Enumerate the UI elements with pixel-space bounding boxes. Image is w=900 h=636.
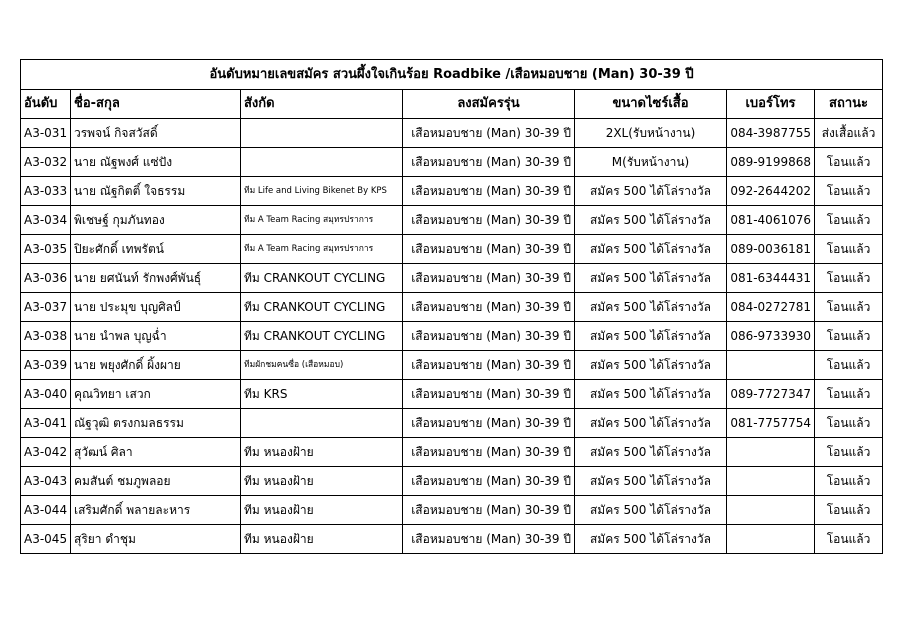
cell-rank: A3-036 (21, 264, 71, 293)
cell-category: เสือหมอบชาย (Man) 30-39 ปี (403, 148, 575, 177)
cell-category: เสือหมอบชาย (Man) 30-39 ปี (403, 235, 575, 264)
cell-name: นาย นำพล บุญฉ่ำ (71, 322, 241, 351)
cell-team (241, 409, 403, 438)
cell-team: ทีม KRS (241, 380, 403, 409)
cell-category: เสือหมอบชาย (Man) 30-39 ปี (403, 177, 575, 206)
cell-name: ณัฐวุฒิ ตรงกมลธรรม (71, 409, 241, 438)
table-row (21, 119, 883, 148)
cell-name: เสริมศักดิ์ พลายละหาร (71, 496, 241, 525)
table-row (21, 380, 883, 409)
cell-phone: 081-6344431 (727, 264, 815, 293)
cell-phone: 084-0272781 (727, 293, 815, 322)
cell-team: ทีม CRANKOUT CYCLING (241, 322, 403, 351)
cell-rank: A3-045 (21, 525, 71, 554)
cell-name: นาย ยศนันท์ รักพงศ์พันธุ์ (71, 264, 241, 293)
cell-rank: A3-034 (21, 206, 71, 235)
cell-name: พิเชษฐ์ กุมภันทอง (71, 206, 241, 235)
cell-rank: A3-042 (21, 438, 71, 467)
cell-rank: A3-038 (21, 322, 71, 351)
cell-team: ทีม A Team Racing สมุทรปราการ (241, 206, 403, 235)
cell-shirt-size: สมัคร 500 ได้โล่รางวัล (575, 496, 727, 525)
table-row (21, 177, 883, 206)
cell-team: ทีม CRANKOUT CYCLING (241, 264, 403, 293)
table-row (21, 351, 883, 380)
cell-phone: 089-7727347 (727, 380, 815, 409)
cell-phone (727, 438, 815, 467)
header-row (21, 90, 883, 119)
cell-shirt-size: สมัคร 500 ได้โล่รางวัล (575, 177, 727, 206)
cell-phone: 081-4061076 (727, 206, 815, 235)
cell-rank: A3-035 (21, 235, 71, 264)
cell-status: โอนแล้ว (815, 206, 883, 235)
table-row (21, 467, 883, 496)
cell-category: เสือหมอบชาย (Man) 30-39 ปี (403, 293, 575, 322)
cell-status: โอนแล้ว (815, 467, 883, 496)
cell-category: เสือหมอบชาย (Man) 30-39 ปี (403, 525, 575, 554)
cell-shirt-size: สมัคร 500 ได้โล่รางวัล (575, 409, 727, 438)
cell-rank: A3-032 (21, 148, 71, 177)
cell-category: เสือหมอบชาย (Man) 30-39 ปี (403, 206, 575, 235)
table-row (21, 496, 883, 525)
header-shirt-size: ขนาดไซร์เสื้อ (575, 90, 727, 119)
cell-name: คุณวิทยา เสวก (71, 380, 241, 409)
cell-status: โอนแล้ว (815, 322, 883, 351)
cell-phone (727, 525, 815, 554)
cell-rank: A3-043 (21, 467, 71, 496)
cell-status: โอนแล้ว (815, 496, 883, 525)
cell-rank: A3-044 (21, 496, 71, 525)
cell-category: เสือหมอบชาย (Man) 30-39 ปี (403, 438, 575, 467)
cell-rank: A3-041 (21, 409, 71, 438)
header-status: สถานะ (815, 90, 883, 119)
cell-team: ทีม Life and Living Bikenet By KPS (241, 177, 403, 206)
header-rank: อันดับ (21, 90, 71, 119)
cell-status: โอนแล้ว (815, 235, 883, 264)
cell-status: โอนแล้ว (815, 409, 883, 438)
cell-shirt-size: สมัคร 500 ได้โล่รางวัล (575, 351, 727, 380)
sheet-title: อันดับหมายเลขสมัคร สวนผึ้งใจเกินร้อย Roadbike /เสือหมอบชาย (Man) 30-39 ปี (21, 60, 883, 90)
cell-team: ทีม หนองฝ้าย (241, 438, 403, 467)
table-row (21, 293, 883, 322)
cell-category: เสือหมอบชาย (Man) 30-39 ปี (403, 264, 575, 293)
cell-phone (727, 467, 815, 496)
table-row (21, 235, 883, 264)
table-row (21, 409, 883, 438)
cell-status: โอนแล้ว (815, 293, 883, 322)
cell-name: สุริยา ดำชุม (71, 525, 241, 554)
cell-shirt-size: M(รับหน้างาน) (575, 148, 727, 177)
cell-team: ทีม หนองฝ้าย (241, 496, 403, 525)
cell-phone (727, 351, 815, 380)
cell-status: โอนแล้ว (815, 148, 883, 177)
header-phone: เบอร์โทร (727, 90, 815, 119)
table-row (21, 206, 883, 235)
table-row (21, 438, 883, 467)
cell-category: เสือหมอบชาย (Man) 30-39 ปี (403, 467, 575, 496)
cell-name: นาย ณัฐกิตติ์ ใจธรรม (71, 177, 241, 206)
cell-phone: 089-9199868 (727, 148, 815, 177)
header-category: ลงสมัครรุ่น (403, 90, 575, 119)
cell-name: ปิยะศักดิ์ เทพรัตน์ (71, 235, 241, 264)
cell-shirt-size: สมัคร 500 ได้โล่รางวัล (575, 438, 727, 467)
cell-rank: A3-033 (21, 177, 71, 206)
cell-phone: 081-7757754 (727, 409, 815, 438)
cell-shirt-size: สมัคร 500 ได้โล่รางวัล (575, 206, 727, 235)
cell-team (241, 119, 403, 148)
cell-name: สุวัฒน์ ศิลา (71, 438, 241, 467)
cell-category: เสือหมอบชาย (Man) 30-39 ปี (403, 380, 575, 409)
cell-shirt-size: สมัคร 500 ได้โล่รางวัล (575, 322, 727, 351)
cell-rank: A3-040 (21, 380, 71, 409)
cell-rank: A3-039 (21, 351, 71, 380)
cell-shirt-size: สมัคร 500 ได้โล่รางวัล (575, 235, 727, 264)
cell-status: โอนแล้ว (815, 438, 883, 467)
cell-shirt-size: สมัคร 500 ได้โล่รางวัล (575, 264, 727, 293)
table-row (21, 148, 883, 177)
table-row (21, 264, 883, 293)
cell-phone: 092-2644202 (727, 177, 815, 206)
cell-category: เสือหมอบชาย (Man) 30-39 ปี (403, 119, 575, 148)
cell-team: ทีม หนองฝ้าย (241, 467, 403, 496)
cell-shirt-size: สมัคร 500 ได้โล่รางวัล (575, 293, 727, 322)
cell-name: นาย ณัฐพงศ์ แซ่ปัง (71, 148, 241, 177)
cell-team: ทีม A Team Racing สมุทรปราการ (241, 235, 403, 264)
cell-team: ทีม หนองฝ้าย (241, 525, 403, 554)
cell-name: นาย พยุงศักดิ์ ผิ้งผาย (71, 351, 241, 380)
cell-status: ส่งเสื้อแล้ว (815, 119, 883, 148)
cell-team: ทีม CRANKOUT CYCLING (241, 293, 403, 322)
header-team: สังกัด (241, 90, 403, 119)
cell-phone: 086-9733930 (727, 322, 815, 351)
cell-category: เสือหมอบชาย (Man) 30-39 ปี (403, 409, 575, 438)
cell-shirt-size: สมัคร 500 ได้โล่รางวัล (575, 525, 727, 554)
cell-phone: 084-3987755 (727, 119, 815, 148)
cell-shirt-size: สมัคร 500 ได้โล่รางวัล (575, 467, 727, 496)
cell-phone (727, 496, 815, 525)
cell-team (241, 148, 403, 177)
cell-shirt-size: สมัคร 500 ได้โล่รางวัล (575, 380, 727, 409)
cell-name: วรพจน์ กิจสวัสดิ์ (71, 119, 241, 148)
cell-team: ทีมผักชมฅนซื่อ (เสือหมอบ) (241, 351, 403, 380)
cell-name: คมสันต์ ชมภูพลอย (71, 467, 241, 496)
cell-status: โอนแล้ว (815, 380, 883, 409)
cell-rank: A3-037 (21, 293, 71, 322)
table-row (21, 525, 883, 554)
table-row (21, 322, 883, 351)
cell-status: โอนแล้ว (815, 351, 883, 380)
cell-category: เสือหมอบชาย (Man) 30-39 ปี (403, 351, 575, 380)
cell-rank: A3-031 (21, 119, 71, 148)
header-name: ชื่อ-สกุล (71, 90, 241, 119)
cell-category: เสือหมอบชาย (Man) 30-39 ปี (403, 322, 575, 351)
cell-name: นาย ประมุข บุญศิลป์ (71, 293, 241, 322)
registration-sheet (20, 59, 882, 554)
cell-status: โอนแล้ว (815, 177, 883, 206)
registration-table (20, 59, 883, 554)
cell-phone: 089-0036181 (727, 235, 815, 264)
cell-shirt-size: 2XL(รับหน้างาน) (575, 119, 727, 148)
cell-status: โอนแล้ว (815, 525, 883, 554)
cell-category: เสือหมอบชาย (Man) 30-39 ปี (403, 496, 575, 525)
cell-status: โอนแล้ว (815, 264, 883, 293)
